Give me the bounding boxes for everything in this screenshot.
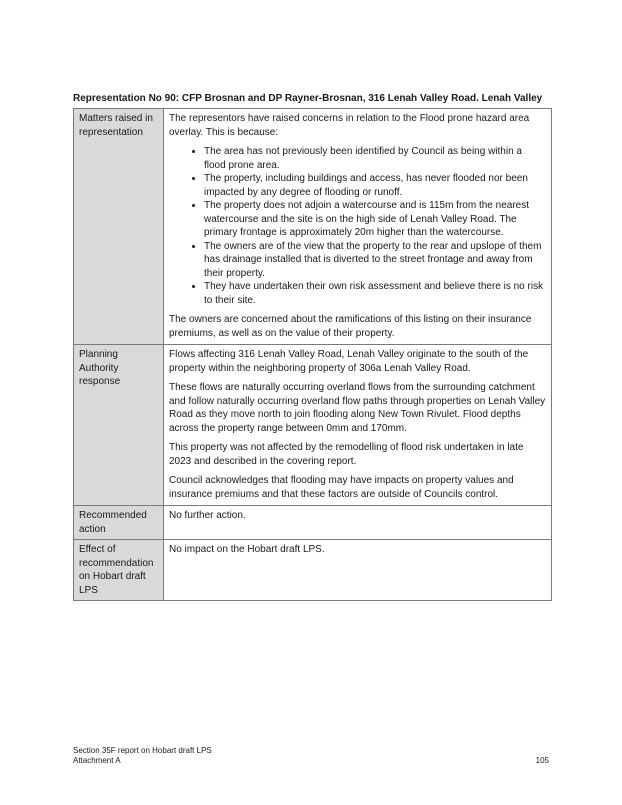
table-row-effect bbox=[74, 540, 552, 601]
response-paragraph: This property was not affected by the remodelling of flood risk undertaken in late 2023 and described in the covering report. bbox=[169, 442, 524, 467]
list-item: • They have undertaken their own risk assessment and believe there is no risk to their site. bbox=[204, 280, 546, 307]
representation-heading: Representation No 90: CFP Brosnan and DP Rayner-Brosnan, 316 Lenah Valley Road. Lenah Valley bbox=[73, 93, 543, 104]
page-number: 105 bbox=[535, 756, 549, 765]
row-label-recommended: Recommended action bbox=[74, 506, 164, 540]
footer-report-title: Section 35F report on Hobart draft LPS bbox=[73, 746, 212, 755]
row-content-effect bbox=[164, 540, 552, 601]
matters-outro: The owners are concerned about the ramifications of this listing on their insurance premiums, as well as on the value of their property. bbox=[169, 314, 532, 339]
page-footer bbox=[73, 746, 212, 766]
recommended-text: No further action. bbox=[169, 510, 246, 521]
representation-table bbox=[73, 108, 552, 601]
table-row-recommended bbox=[74, 506, 552, 540]
row-content-recommended bbox=[164, 506, 552, 540]
list-item: • The owners are of the view that the property to the rear and upslope of them has drainage installed that is diverted to the street frontage and away from their property. bbox=[204, 240, 546, 281]
list-item: • The property does not adjoin a watercourse and is 115m from the nearest watercourse and the site is on the high side of Lenah Valley Road. The primary frontage is approximately 20m higher than the watercourse. bbox=[204, 199, 546, 240]
row-label-effect: Effect of recommendation on Hobart draft LPS bbox=[74, 540, 164, 601]
table-row-response bbox=[74, 345, 552, 506]
row-label-matters: Matters raised in representation bbox=[74, 109, 164, 345]
effect-text: No impact on the Hobart draft LPS. bbox=[169, 544, 325, 555]
row-content-matters bbox=[164, 109, 552, 345]
list-item: • The property, including buildings and access, has never flooded nor been impacted by any degree of flooding or runoff. bbox=[204, 172, 546, 199]
table-row-matters bbox=[74, 109, 552, 345]
footer-attachment: Attachment A bbox=[73, 756, 121, 765]
matters-intro: The representors have raised concerns in relation to the Flood prone hazard area overlay. This is because: bbox=[169, 113, 530, 138]
list-item: • The area has not previously been identified by Council as being within a flood prone area. bbox=[204, 145, 546, 172]
concerns-list bbox=[169, 145, 546, 307]
row-label-response: Planning Authority response bbox=[74, 345, 164, 506]
row-content-response bbox=[164, 345, 552, 506]
response-paragraph: These flows are naturally occurring overland flows from the surrounding catchment and follow naturally occurring overland flow paths through properties on Lenah Valley Road as they move north to join flooding along New Town Rivulet. Flood depths across the property range between 0mm and 170mm. bbox=[169, 382, 546, 434]
response-paragraph: Council acknowledges that flooding may have impacts on property values and insurance premiums and that these factors are outside of Councils control. bbox=[169, 475, 514, 500]
response-paragraph: Flows affecting 316 Lenah Valley Road, Lenah Valley originate to the south of the property within the neighboring property of 306a Lenah Valley Road. bbox=[169, 349, 529, 374]
